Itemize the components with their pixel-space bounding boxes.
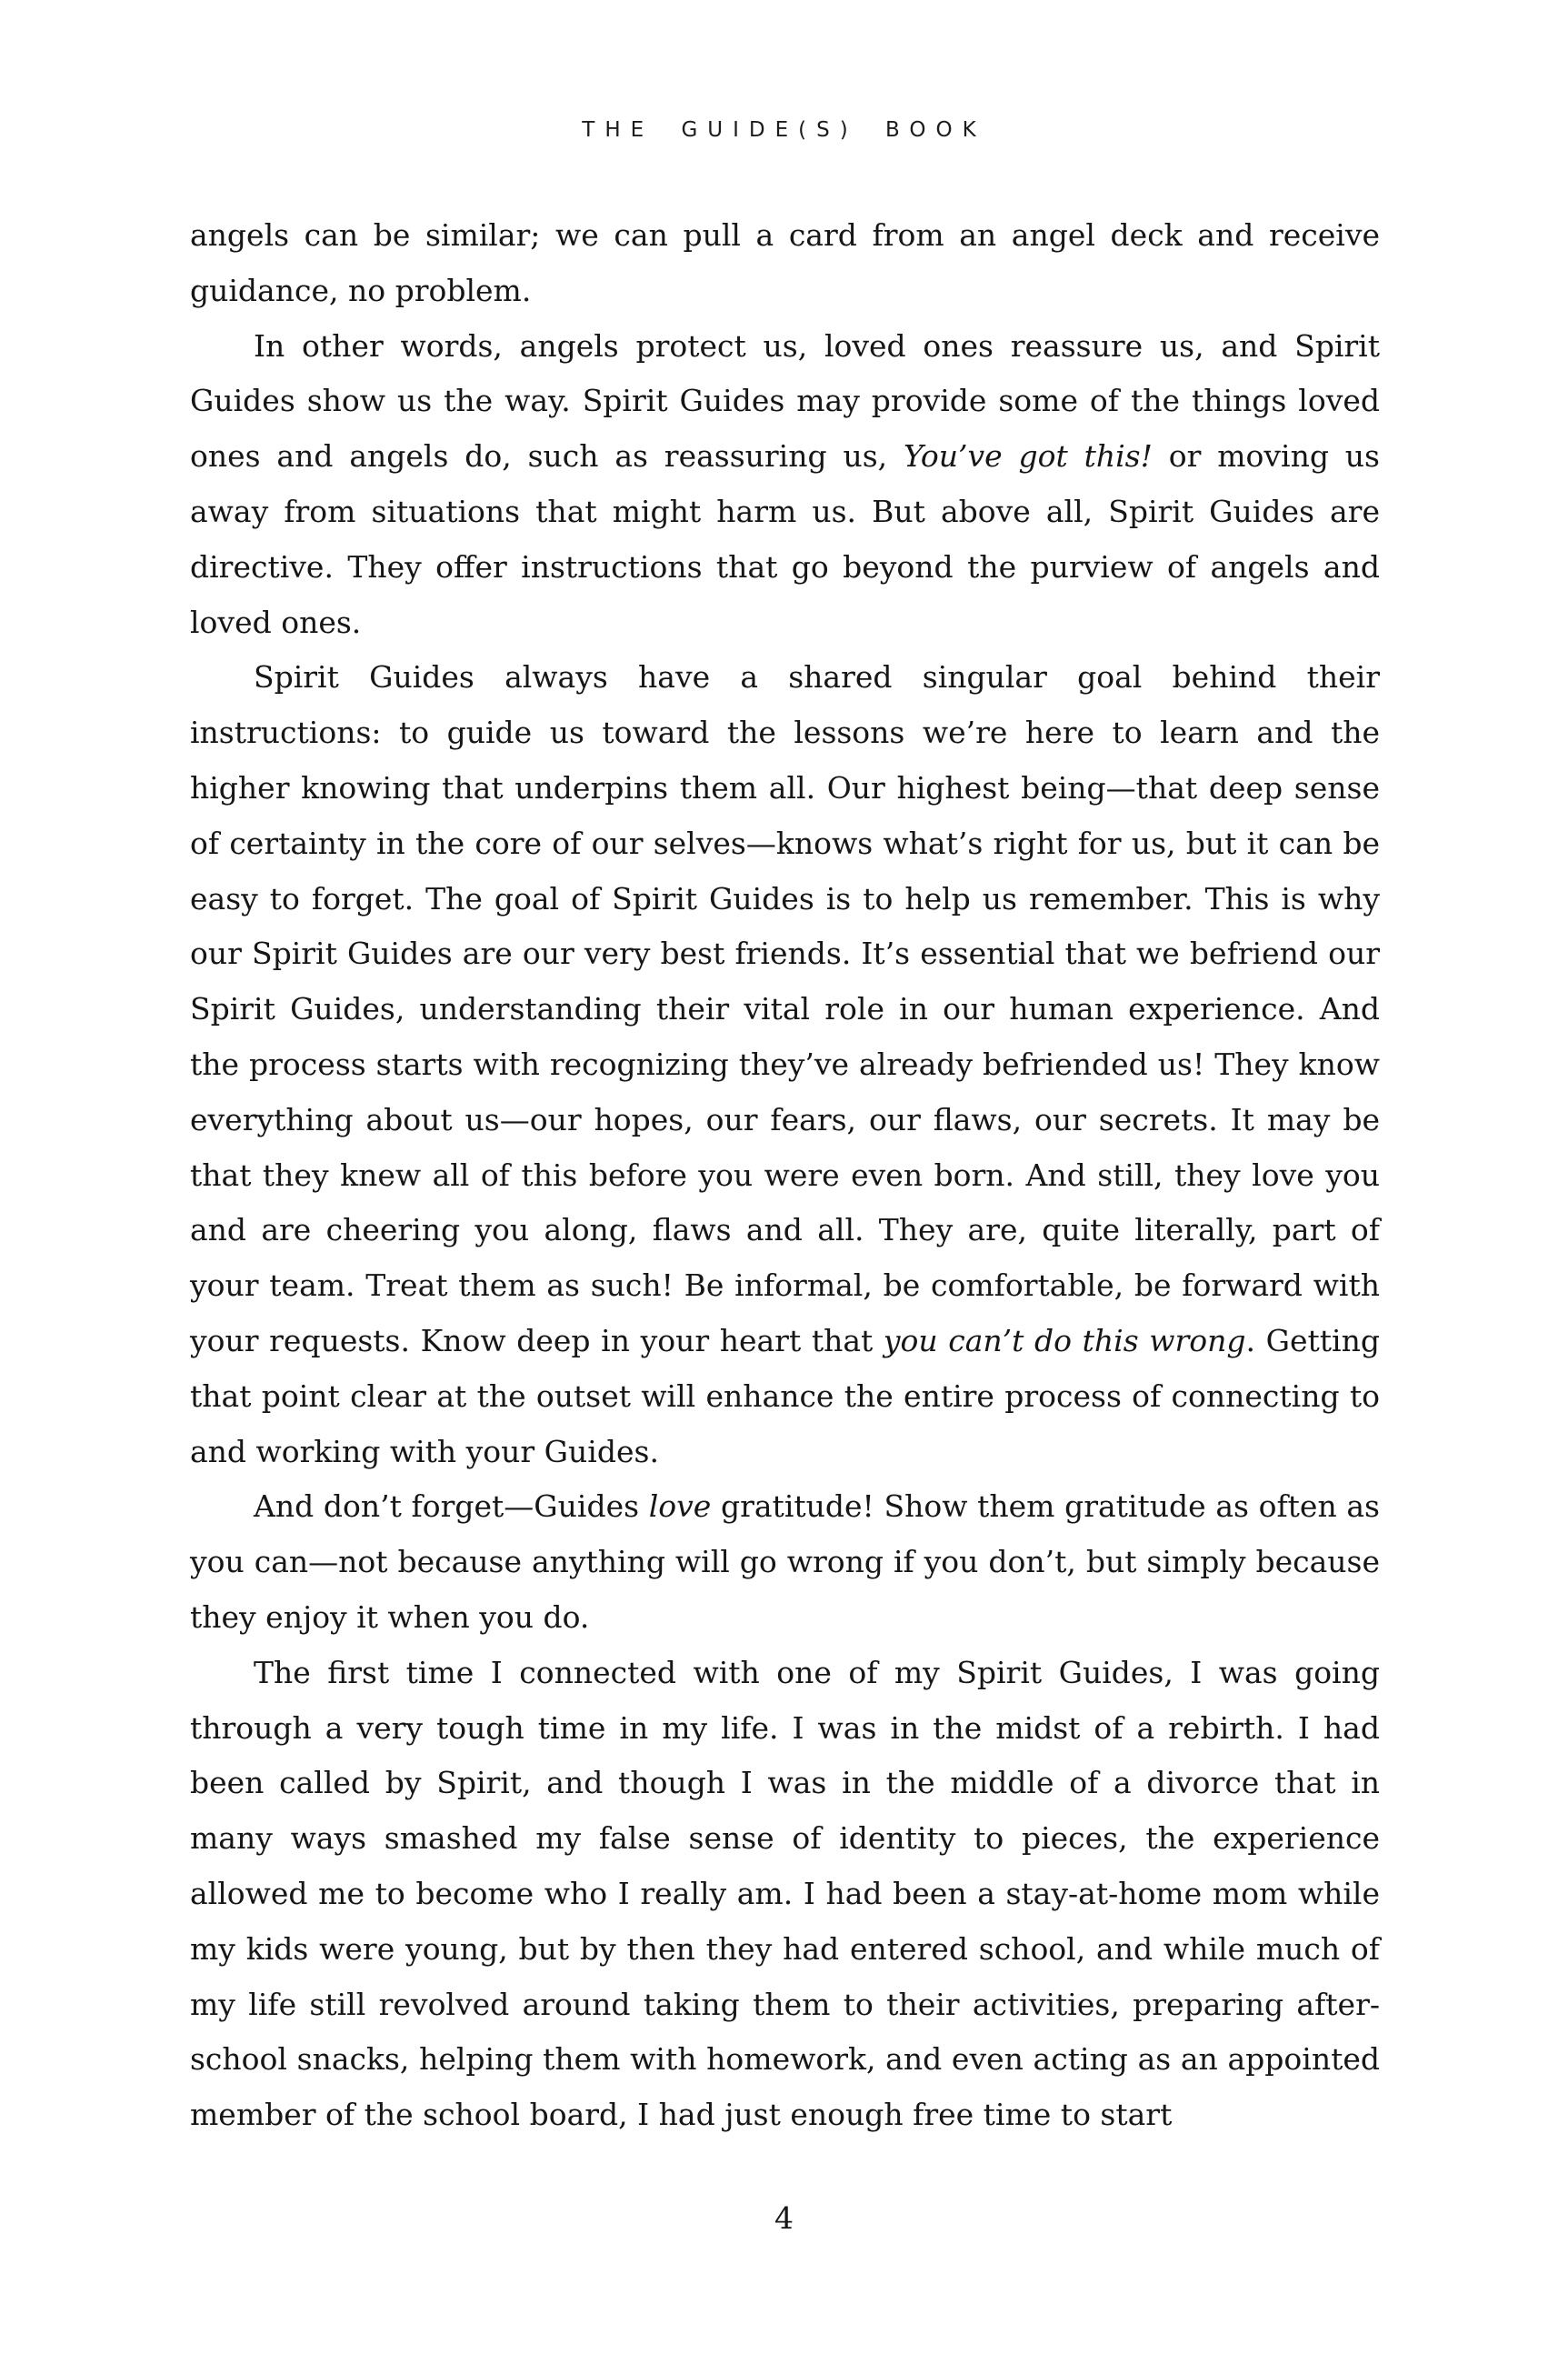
text-run: or moving us away from situations that might harm us. But above all, Spirit Guides are directive. They offer instructions that go beyond the purview of angels and loved ones.	[190, 438, 1380, 640]
body-text	[190, 208, 1380, 2143]
text-run: The first time I connected with one of my Spirit Guides, I was going through a very tough time in my life. I was in the midst of a rebirth. I had been called by Spirit, and though I was in the middle of a divorce that in many ways smashed my false sense of identity to pieces, the experience allowed me to become who I really am. I had been a stay-at-home mom while my kids were young, but by then they had entered school, and while much of my life still revolved around taking them to their activities, preparing after-school snacks, helping them with homework, and even acting as an appointed member of the school board, I had just enough free time to start	[190, 1654, 1380, 2133]
text-run: angels can be similar; we can pull a card from an angel deck and receive guidance, no problem.	[190, 217, 1380, 308]
paragraph	[190, 1479, 1380, 1645]
italic-text-run: love	[648, 1488, 712, 1525]
italic-text-run: You’ve got this!	[903, 438, 1153, 475]
text-run: And don’t forget—Guides	[254, 1488, 649, 1525]
running-title: THE GUIDE(S) BOOK	[582, 118, 986, 142]
paragraph	[190, 208, 1380, 319]
page-number: 4	[774, 2200, 794, 2236]
paragraph	[190, 319, 1380, 651]
italic-text-run: you can’t do this wrong	[883, 1322, 1246, 1358]
text-run: gratitude! Show them gratitude as often as you can—not because anything will go wrong if you don’t, but simply because they enjoy it when you do.	[190, 1488, 1380, 1635]
paragraph	[190, 650, 1380, 1479]
paragraph	[190, 1646, 1380, 2143]
text-run: . Getting that point clear at the outset will enhance the entire process of connecting to and working with your Guides.	[190, 1322, 1380, 1469]
page-footer	[0, 2200, 1568, 2236]
running-header	[0, 118, 1568, 142]
text-run: Spirit Guides always have a shared singular goal behind their instructions: to guide us toward the lessons we’re here to learn and the higher knowing that underpins them all. Our highest being—that deep sense of certainty in the core of our selves—knows what’s right for us, but it can be easy to forget. The goal of Spirit Guides is to help us remember. This is why our Spirit Guides are our very best friends. It’s essential that we befriend our Spirit Guides, understanding their vital role in our human experience. And the process starts with recognizing they’ve already befriended us! They know everything about us—our hopes, our fears, our flaws, our secrets. It may be that they knew all of this before you were even born. And still, they love you and are cheering you along, flaws and all. They are, quite literally, part of your team. Treat them as such! Be informal, be comfortable, be forward with your requests. Know deep in your heart that	[190, 659, 1380, 1358]
text-run: In other words, angels protect us, loved ones reassure us, and Spirit Guides show us the way. Spirit Guides may provide some of the things loved ones and angels do, such as reassuring us,	[190, 327, 1380, 475]
